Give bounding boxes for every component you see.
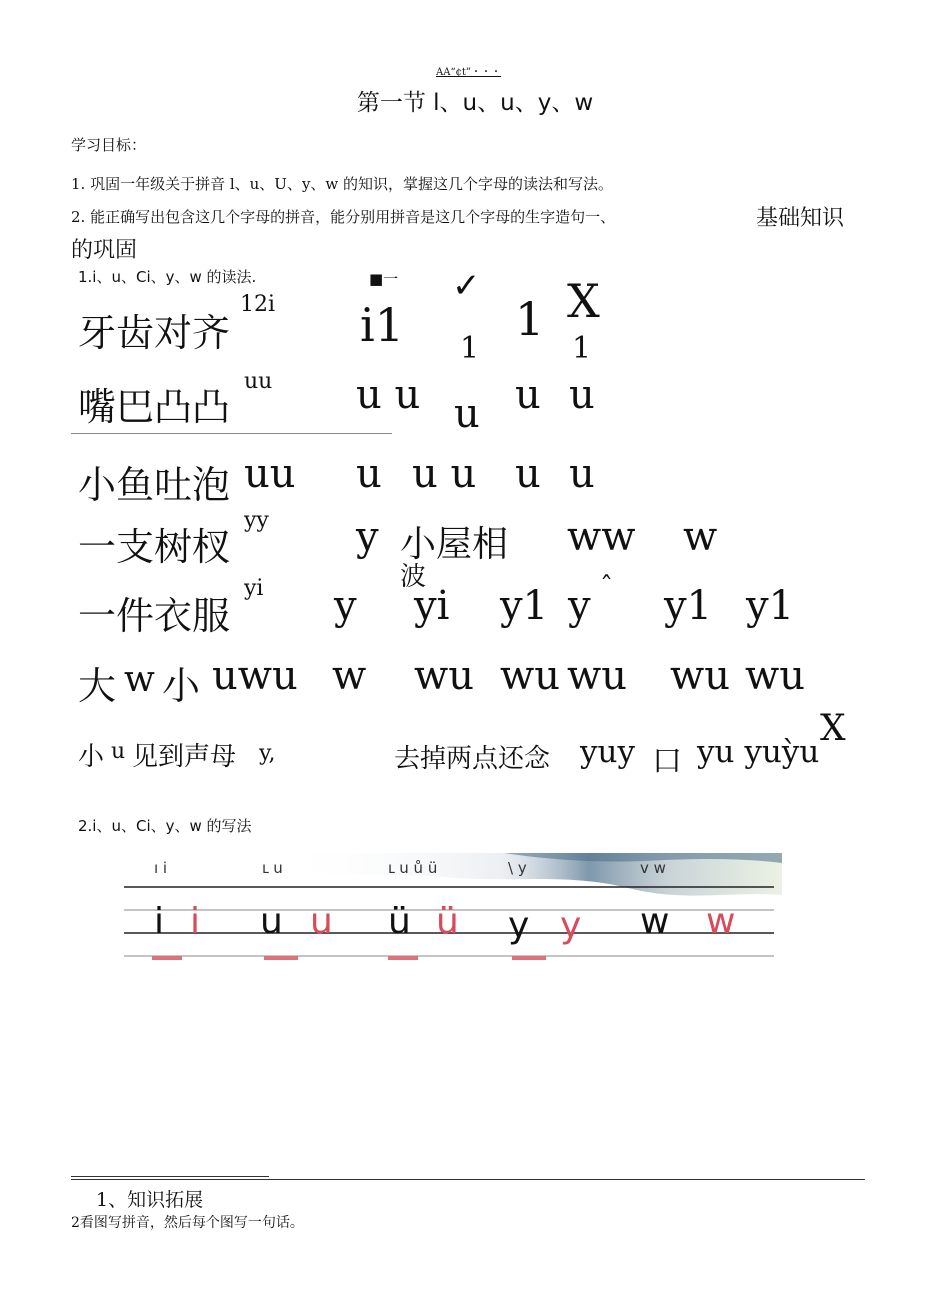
- row-1-item-1: i1: [360, 298, 404, 352]
- rule-x: X: [820, 708, 846, 749]
- rhyme-row-4: 一支树杈: [78, 525, 231, 569]
- objective-2-tail: 基础知识: [756, 206, 845, 231]
- row-3-item-1: u: [356, 451, 382, 497]
- row-6-item-6: wu: [745, 653, 805, 699]
- section-1-heading: 1.i、u、Ci、y、w 的读法.: [78, 268, 257, 286]
- row-4-item-2: 小屋相: [400, 524, 509, 565]
- box-icon: 口: [652, 744, 682, 779]
- rule-mid: 见到声母: [132, 742, 237, 772]
- row-2-item-3: u: [515, 372, 541, 418]
- row-5-item-4: y: [568, 583, 591, 629]
- row-2-item-4: u: [569, 372, 595, 418]
- strip-small-3: ւ u ů ü: [388, 859, 438, 877]
- row-6-item-1: w: [332, 653, 367, 699]
- square-mark: ■一: [369, 270, 399, 288]
- strip-letter-i: i: [154, 901, 165, 942]
- cross-mark-icon: X: [567, 274, 600, 328]
- rule-py-2: yu yuỳu: [697, 734, 820, 770]
- row-4-item-4: w: [683, 514, 718, 560]
- row-1-item-3: 1: [515, 292, 545, 346]
- row-1-item-2: 1: [460, 331, 480, 366]
- row-5-sup: yi: [244, 576, 264, 601]
- row-5-item-6: y1: [664, 583, 713, 629]
- extension-heading: 1、知识拓展: [96, 1189, 204, 1211]
- row-3-item-3: u: [515, 451, 541, 497]
- row-1-item-5: 1: [572, 331, 592, 366]
- rule-right-cn: 去掉两点还念: [394, 744, 551, 774]
- strip-letter-v-red: ü: [436, 901, 459, 942]
- row-4-item-3: ww: [567, 514, 636, 560]
- rhyme-row-2: 嘴巴凸凸: [78, 385, 231, 429]
- strip-small-2: ւ u: [262, 859, 283, 877]
- row-3-item-4: u: [569, 451, 595, 497]
- section-2-heading: 2.i、u、Ci、y、w 的写法: [78, 817, 252, 835]
- row-6-item-5: wu: [670, 653, 730, 699]
- strip-letter-u-red: u: [310, 901, 333, 942]
- row-6-item-2: wu: [414, 653, 474, 699]
- row-6-item-4: wu: [567, 653, 627, 699]
- strip-small-4: \ y: [508, 859, 527, 877]
- divider-line: [71, 433, 392, 434]
- page-title: 第一节 l、u、u、y、w: [356, 90, 594, 116]
- strip-small-1: ı i: [154, 859, 168, 877]
- row-3-tail: uu: [244, 451, 296, 497]
- footnote-rule-long: [71, 1179, 865, 1180]
- strip-letter-w-red: w: [706, 901, 736, 942]
- rule-y: y,: [259, 741, 276, 766]
- row-5-item-2: yi: [414, 583, 450, 629]
- strip-letter-u: u: [260, 901, 283, 942]
- row-2-item-2: u: [454, 391, 480, 437]
- rhyme-row-5: 一件衣服: [78, 594, 231, 638]
- row-5-item-1: y: [334, 583, 357, 629]
- objective-2: 2. 能正确写出包含这几个字母的拼音，能分别用拼音是这几个字母的生字造句一、: [71, 208, 616, 226]
- rhyme-row-6-small: 小: [162, 664, 201, 708]
- rhyme-row-1: 牙齿对齐: [78, 311, 231, 355]
- strip-letter-y-red: y: [560, 905, 582, 946]
- rule-py-1: yuy: [580, 734, 635, 770]
- row-6-item-3: wu: [500, 653, 560, 699]
- row-4-item-1: y: [356, 514, 379, 560]
- row-1-sup: 12i: [240, 292, 276, 317]
- objective-2-line2: 的巩固: [71, 238, 138, 263]
- header-mark: AA“¢t”・・・: [436, 67, 502, 78]
- objective-1: 1. 巩固一年级关于拼音 l、u、U、y、w 的知识，掌握这几个字母的读法和写法。: [71, 175, 614, 193]
- check-mark-icon: ✓: [452, 266, 481, 306]
- rule-u: u: [111, 739, 126, 764]
- row-5-item-5: ˆ: [600, 572, 613, 602]
- row-5-item-7: y1: [746, 583, 795, 629]
- row-6-tail-2: uwu: [212, 653, 298, 699]
- writing-chart-image: [124, 853, 782, 961]
- row-6-tail-1: w: [124, 659, 155, 700]
- extension-instruction: 2看图写拼音，然后每个图写一句话。: [71, 1215, 304, 1231]
- strip-letter-y: y: [508, 905, 530, 946]
- footnote-rule-short: [71, 1176, 269, 1177]
- row-3-item-2: u u: [412, 451, 477, 497]
- strip-letter-w: w: [640, 901, 670, 942]
- rule-left: 小: [78, 742, 105, 772]
- strip-letter-v: ü: [388, 901, 411, 942]
- row-5-item-3: y1: [500, 583, 549, 629]
- rhyme-row-6-big: 大: [78, 664, 117, 708]
- row-4-item-5: 波: [400, 562, 427, 592]
- strip-small-5: v w: [640, 859, 666, 877]
- row-2-item-1: u u: [356, 372, 421, 418]
- objectives-label: 学习目标：: [71, 136, 147, 154]
- row-4-sup: yy: [244, 508, 269, 533]
- row-2-sup: uu: [244, 369, 273, 394]
- strip-letter-i-red: i: [190, 901, 201, 942]
- rhyme-row-3: 小鱼吐泡: [78, 463, 231, 507]
